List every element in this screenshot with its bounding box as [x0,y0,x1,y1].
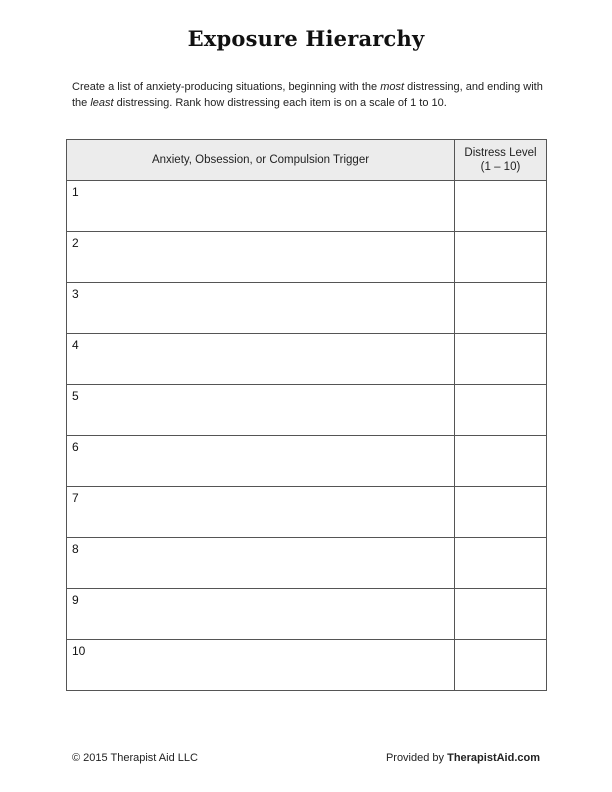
row-number: 4 [72,338,79,352]
table-row [67,436,547,487]
table-row [67,232,547,283]
brand-link[interactable]: TherapistAid.com [447,752,540,764]
trigger-cell[interactable] [67,589,455,640]
instructions-text-3: distressing. Rank how distressing each item is on a scale of 1 to 10. [113,96,447,109]
row-number: 6 [72,440,79,454]
row-number: 3 [72,287,79,301]
trigger-cell[interactable] [67,283,455,334]
table-row [67,538,547,589]
row-number: 7 [72,491,79,505]
instructions-text-1: Create a list of anxiety-producing situations, beginning with the [72,81,381,93]
trigger-cell[interactable] [67,640,455,691]
table-row [67,640,547,691]
column-header-distress-scale: (1 – 10) [480,161,521,173]
page-title: Exposure Hierarchy [187,26,425,51]
instructions [72,80,552,111]
distress-cell[interactable] [455,181,547,232]
row-number: 8 [72,542,79,556]
distress-cell[interactable] [455,538,547,589]
distress-cell[interactable] [455,232,547,283]
row-number: 1 [72,185,79,199]
distress-cell[interactable] [455,640,547,691]
trigger-cell[interactable] [67,334,455,385]
trigger-cell[interactable] [67,181,455,232]
trigger-cell[interactable] [67,487,455,538]
distress-cell[interactable] [455,487,547,538]
table-row [67,487,547,538]
instructions-emphasis-most: most [380,81,405,93]
provided-by-label: Provided by [385,752,448,764]
row-number: 2 [72,236,79,250]
row-number: 5 [72,389,79,403]
column-header-distress [455,140,547,181]
row-number: 10 [72,644,86,658]
copyright-notice: © 2015 Therapist Aid LLC [72,752,198,764]
table-row [67,334,547,385]
instructions-emphasis-least: least [90,96,114,109]
table-header-row [67,140,547,181]
table-row [67,283,547,334]
distress-cell[interactable] [455,436,547,487]
distress-cell[interactable] [455,589,547,640]
table-row [67,589,547,640]
distress-cell[interactable] [455,385,547,436]
trigger-cell[interactable] [67,538,455,589]
trigger-cell[interactable] [67,436,455,487]
column-header-trigger-label: Anxiety, Obsession, or Compulsion Trigger [151,154,370,166]
distress-cell[interactable] [455,283,547,334]
table-row [67,385,547,436]
trigger-cell[interactable] [67,232,455,283]
table-row [67,181,547,232]
trigger-cell[interactable] [67,385,455,436]
column-header-trigger [67,140,455,181]
distress-cell[interactable] [455,334,547,385]
exposure-hierarchy-table [66,139,547,691]
column-header-distress-label: Distress Level [464,147,537,159]
row-number: 9 [72,593,79,607]
instructions-text-2: distressing, and ending with the [72,81,543,109]
provided-by [386,752,540,764]
